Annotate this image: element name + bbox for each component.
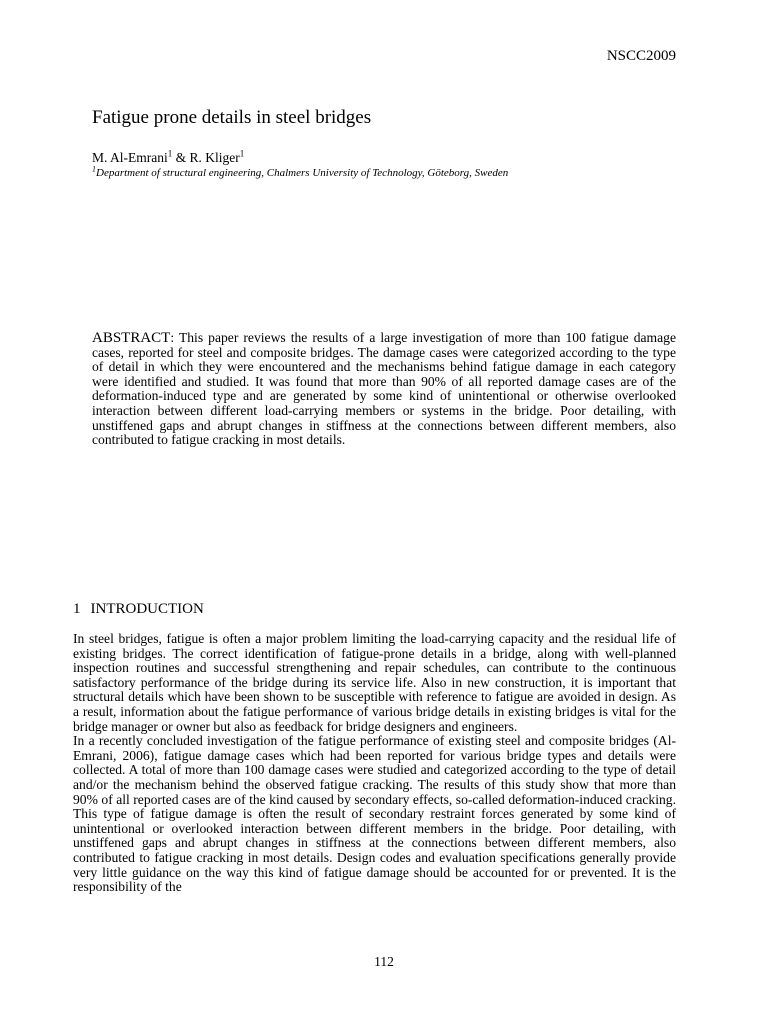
author-name: M. Al-Emrani <box>92 150 168 165</box>
section-heading <box>73 601 204 618</box>
paper-title: Fatigue prone details in steel bridges <box>92 107 372 128</box>
affiliation-marker: 1 <box>167 148 173 159</box>
abstract-text: : This paper reviews the results of a large investigation of more than 100 fatigue damage cases, reported for steel and composite bridges. The damage cases were categorized according to the type of detail in which they were encountered and the mechanisms behind fatigue damage in each category were identified and studied. It was found that more than 90% of all reported damage cases are of the deformation-induced type and are generated by some kind of unintentional or otherwise overlooked interaction between different load-carrying members or systems in the bridge. Poor detailing, with unstiffened gaps and abrupt changes in stiffness at the connections between different members, also contributed to fatigue cracking in most details. <box>92 330 676 448</box>
conference-label: NSCC2009 <box>606 48 676 64</box>
paragraph: In a recently concluded investigation of the fatigue performance of existing steel and composite bridges (Al-Emrani, 2006), fatigue damage cases which had been reported for various bridge types and details were collected. A total of more than 100 damage cases were studied and categorized according to the type of detail and/or the mechanism behind the observed fatigue cracking. The results of this study show that more than 90% of all reported cases are of the kind caused by secondary effects, so-called deformation-induced cracking. This type of fatigue damage is often the result of secondary restraint forces generated by some kind of unintentional or overlooked interaction between different members in the bridge. Poor detailing, with unstiffened gaps and abrupt changes in stiffness at the connections between different members, also contributed to fatigue cracking in most details. Design codes and evaluation specifications generally provide very little guidance on the way this kind of fatigue damage should be accounted for or prevented. It is the responsibility of the <box>73 733 676 895</box>
abstract <box>92 331 676 448</box>
section-body <box>73 632 676 895</box>
section-title: INTRODUCTION <box>90 601 204 617</box>
abstract-label: ABSTRACT <box>92 330 171 346</box>
affiliation-marker: 1 <box>239 148 245 159</box>
affiliation <box>92 164 509 179</box>
section-number: 1 <box>73 601 81 617</box>
affiliation-text: Department of structural engineering, Chalmers University of Technology, Göteborg, Sweden <box>96 167 509 179</box>
paragraph: In steel bridges, fatigue is often a major problem limiting the load-carrying capacity and the residual life of existing bridges. The correct identification of fatigue-prone details in a bridge, along with well-planned inspection routines and successful strengthening and repair schedules, can contribute to the continuous satisfactory performance of the bridge during its service life. Also in new construction, it is important that structural details which have been shown to be susceptible with reference to fatigue are avoided in design. As a result, information about the fatigue performance of various bridge details in existing bridges is vital for the bridge manager or owner but also as feedback for bridge designers and engineers. <box>73 631 676 734</box>
affiliation-marker: 1 <box>92 164 96 174</box>
author-name: R. Kliger <box>189 150 240 165</box>
author-list <box>92 150 244 166</box>
author-separator: & <box>172 150 190 165</box>
page-number: 112 <box>374 954 394 969</box>
